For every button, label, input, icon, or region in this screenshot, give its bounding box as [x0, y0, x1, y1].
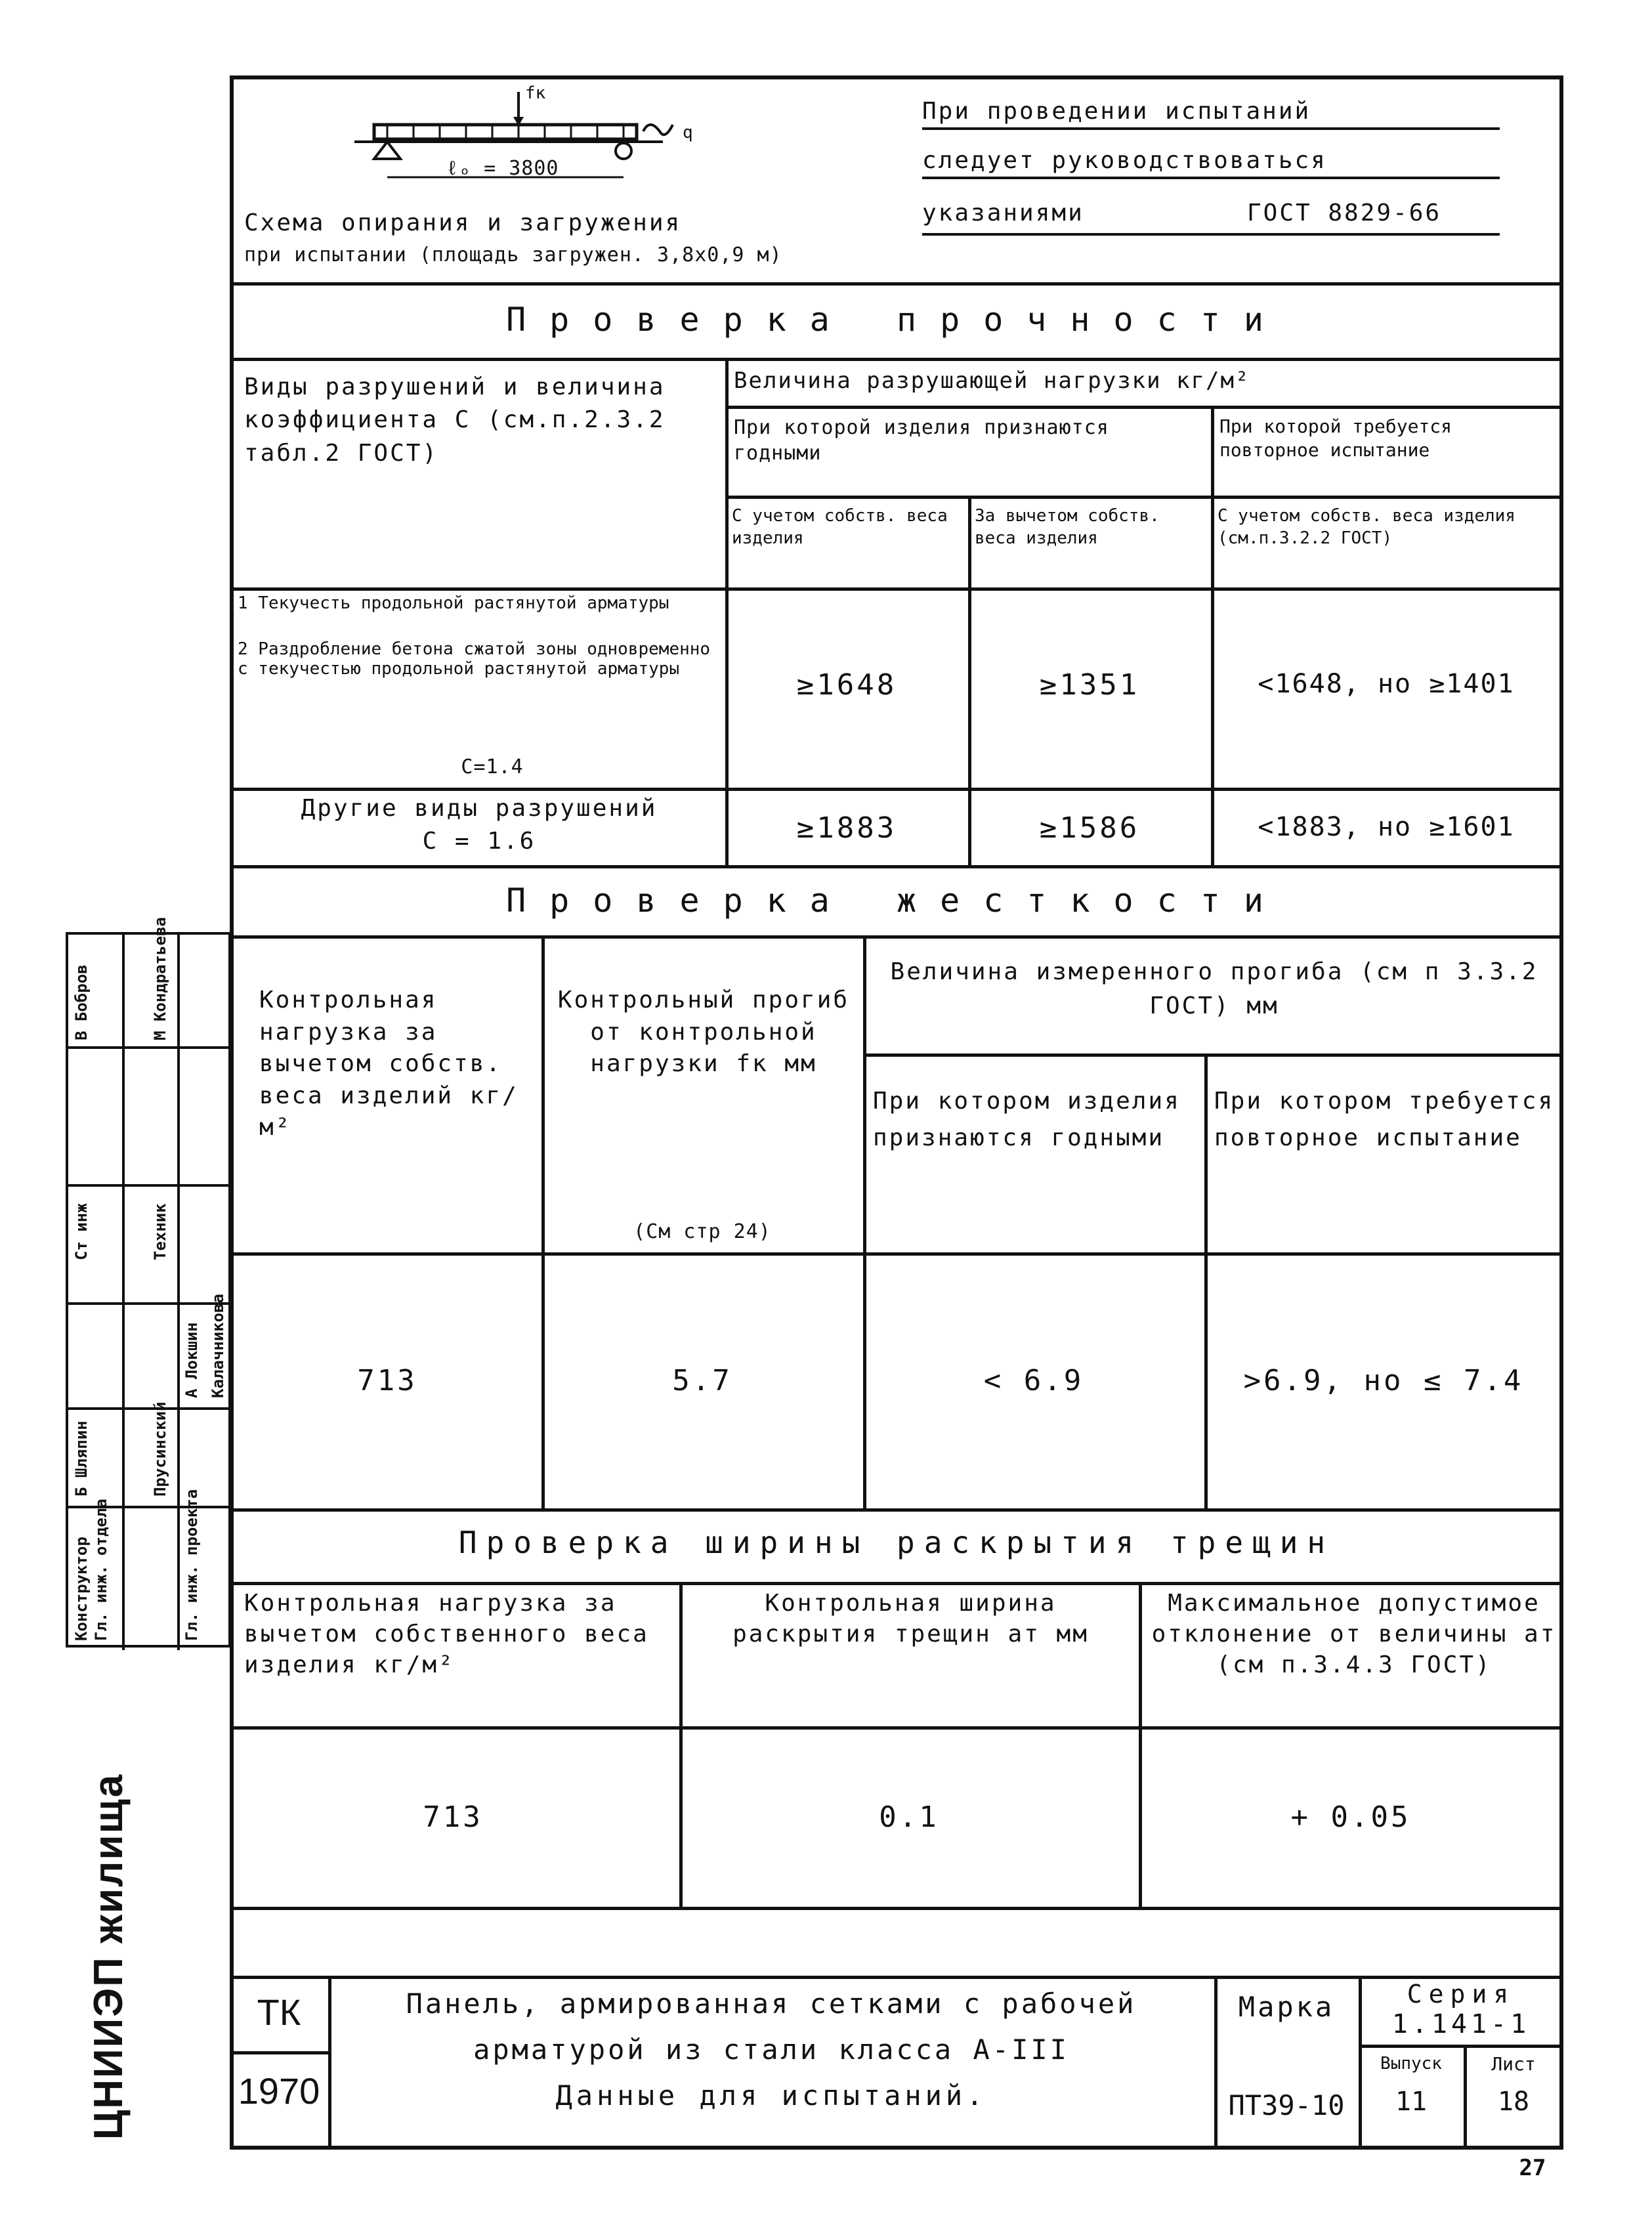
gost-note: указаниями	[922, 200, 1084, 226]
divider	[1464, 2045, 1467, 2150]
gost-note: При проведении испытаний	[922, 98, 1500, 130]
divider	[328, 1976, 331, 2150]
divider	[230, 358, 1563, 361]
value-cell: < 6.9	[983, 1364, 1084, 1397]
divider	[1214, 1976, 1218, 2150]
breaking-load-header: Величина разрушающей нагрузки кг/м²	[734, 368, 1250, 394]
divider	[968, 496, 971, 865]
organization-logo: ЦНИИЭП жилища	[86, 1773, 131, 2140]
stamp-role: Ст инж	[72, 1203, 91, 1260]
measured-deflection-header: Величина измеренного прогиба (см п 3.3.2 ГОСТ) мм	[890, 958, 1538, 1020]
sheet-label: Лист	[1491, 2053, 1536, 2075]
divider	[1204, 1053, 1208, 1508]
divider	[541, 935, 545, 1508]
divider	[1139, 1582, 1142, 1907]
value-cell: ≥1586	[1039, 811, 1140, 845]
value-cell: + 0.05	[1290, 1800, 1411, 1834]
divider	[230, 1582, 1563, 1585]
coefficient-c: С=1.4	[461, 755, 524, 778]
stamp-role: Конструктор	[72, 1537, 91, 1641]
tk-label: ТК	[257, 1991, 301, 2033]
mark-value: ПТ39-10	[1228, 2089, 1345, 2121]
coefficient-c: С = 1.6	[422, 828, 536, 855]
retest-header: При котором требуется повторное испытание	[1214, 1088, 1555, 1151]
subheader-without-weight: За вычетом собств. веса изделия	[975, 506, 1160, 548]
divider	[230, 865, 1563, 868]
control-load-header: Контрольная нагрузка за вычетом собственного веса изделия кг/м²	[244, 1590, 649, 1678]
value-cell: 713	[357, 1364, 417, 1397]
divider	[230, 2051, 328, 2054]
load-label: fк	[525, 83, 546, 103]
divider	[230, 1907, 1563, 1910]
divider	[1211, 406, 1214, 865]
accepted-header: При которой изделия признаются годными	[734, 416, 1109, 465]
value-cell: <1883, но ≥1601	[1258, 812, 1515, 842]
value-cell: <1648, но ≥1401	[1258, 669, 1515, 699]
scheme-caption-area: при испытании (площадь загружен. 3,8х0,9 м)	[244, 244, 782, 266]
q-label: q	[683, 123, 693, 142]
page-number: 27	[1519, 2155, 1546, 2181]
issue-label: Выпуск	[1380, 2054, 1442, 2074]
divider	[230, 1976, 1563, 1979]
value-cell: >6.9, но ≤ 7.4	[1243, 1364, 1524, 1397]
divider	[230, 1726, 1563, 1730]
sheet-number: 18	[1497, 2087, 1530, 2117]
stamp-name: М Кондратьева	[151, 917, 169, 1040]
failure-type-2: 2 Раздробление бетона сжатой зоны одновременно с текучестью продольной растянутой арматуры	[238, 639, 711, 679]
stamp-role: Техник	[151, 1203, 169, 1260]
issue-value: 11	[1395, 2087, 1428, 2117]
sheet-title: Панель, армированная сетками с рабочей	[406, 1988, 1137, 2020]
section-title-crack: Проверка ширины раскрытия трещин	[458, 1525, 1335, 1560]
stamp-role: Гл. инж. проекта	[182, 1489, 201, 1641]
page-reference: (См стр 24)	[633, 1220, 771, 1243]
crack-width-header: Контрольная ширина раскрытия трещин aт мм	[732, 1590, 1089, 1648]
stamp-name: Калачникова	[209, 1294, 227, 1398]
divider	[863, 1053, 1563, 1057]
value-cell: 5.7	[672, 1364, 732, 1397]
gost-note: следует руководствоваться	[922, 148, 1500, 179]
failure-type-other: Другие виды разрушений	[301, 795, 658, 822]
sheet-title: Данные для испытаний.	[555, 2079, 987, 2112]
divider	[230, 935, 1563, 939]
stamp-name: Б Шляпин	[72, 1420, 91, 1497]
accepted-header: При котором изделия признаются годными	[873, 1088, 1181, 1151]
retest-header: При которой требуется повторное испытание	[1219, 415, 1452, 461]
value-cell: ≥1648	[796, 668, 897, 702]
subheader-retest: С учетом собств. веса изделия (см.п.3.2.2 ГОСТ)	[1218, 506, 1515, 548]
divider	[230, 587, 1563, 591]
value-cell: 0.1	[879, 1800, 939, 1834]
divider	[725, 496, 1563, 499]
divider	[725, 358, 729, 865]
divider	[725, 406, 1563, 409]
divider	[230, 1252, 1563, 1256]
scheme-caption: Схема опирания и загружения	[244, 209, 682, 236]
divider	[1359, 1976, 1362, 2150]
divider	[922, 233, 1500, 236]
mark-label: Марка	[1238, 1991, 1335, 2023]
divider	[1359, 2045, 1563, 2048]
series-label: Серия	[1407, 1980, 1515, 2009]
value-cell: ≥1351	[1039, 668, 1140, 702]
failure-types-header: Виды разрушений и величина коэффициента С (см.п.2.3.2 табл.2 ГОСТ)	[244, 373, 666, 467]
stamp-role: Гл. инж. отдела	[92, 1499, 110, 1641]
value-cell: ≥1883	[796, 811, 897, 845]
subheader-with-weight: С учетом собств. веса изделия	[732, 506, 948, 548]
span-label: ℓₒ = 3800	[446, 157, 559, 180]
divider	[230, 282, 1563, 286]
failure-type-1: 1 Текучесть продольной растянутой арматуры	[238, 593, 669, 613]
stamp-name: В Бобров	[72, 964, 91, 1040]
section-title-strength: Проверка прочности	[506, 301, 1287, 339]
control-deflection-header: Контрольный прогиб от контрольной нагрузки fк мм	[557, 987, 850, 1078]
deviation-header: Максимальное допустимое отклонение от величины aт (см п.3.4.3 ГОСТ)	[1151, 1590, 1557, 1678]
stamp-name: А Локшин	[182, 1322, 201, 1398]
year: 1970	[238, 2070, 320, 2112]
value-cell: 713	[423, 1800, 483, 1834]
divider	[679, 1582, 683, 1907]
sheet-title: арматурой из стали класса А-III	[473, 2033, 1069, 2066]
control-load-header: Контрольная нагрузка за вычетом собств. веса изделий кг/м²	[259, 987, 519, 1141]
series-value: 1.141-1	[1391, 2009, 1531, 2039]
divider	[230, 788, 1563, 791]
section-title-stiffness: Проверка жесткости	[506, 882, 1287, 920]
gost-reference: ГОСТ 8829-66	[1247, 200, 1442, 226]
stamp-name: Прусинский	[151, 1401, 169, 1497]
divider	[863, 935, 866, 1508]
divider	[230, 1508, 1563, 1512]
